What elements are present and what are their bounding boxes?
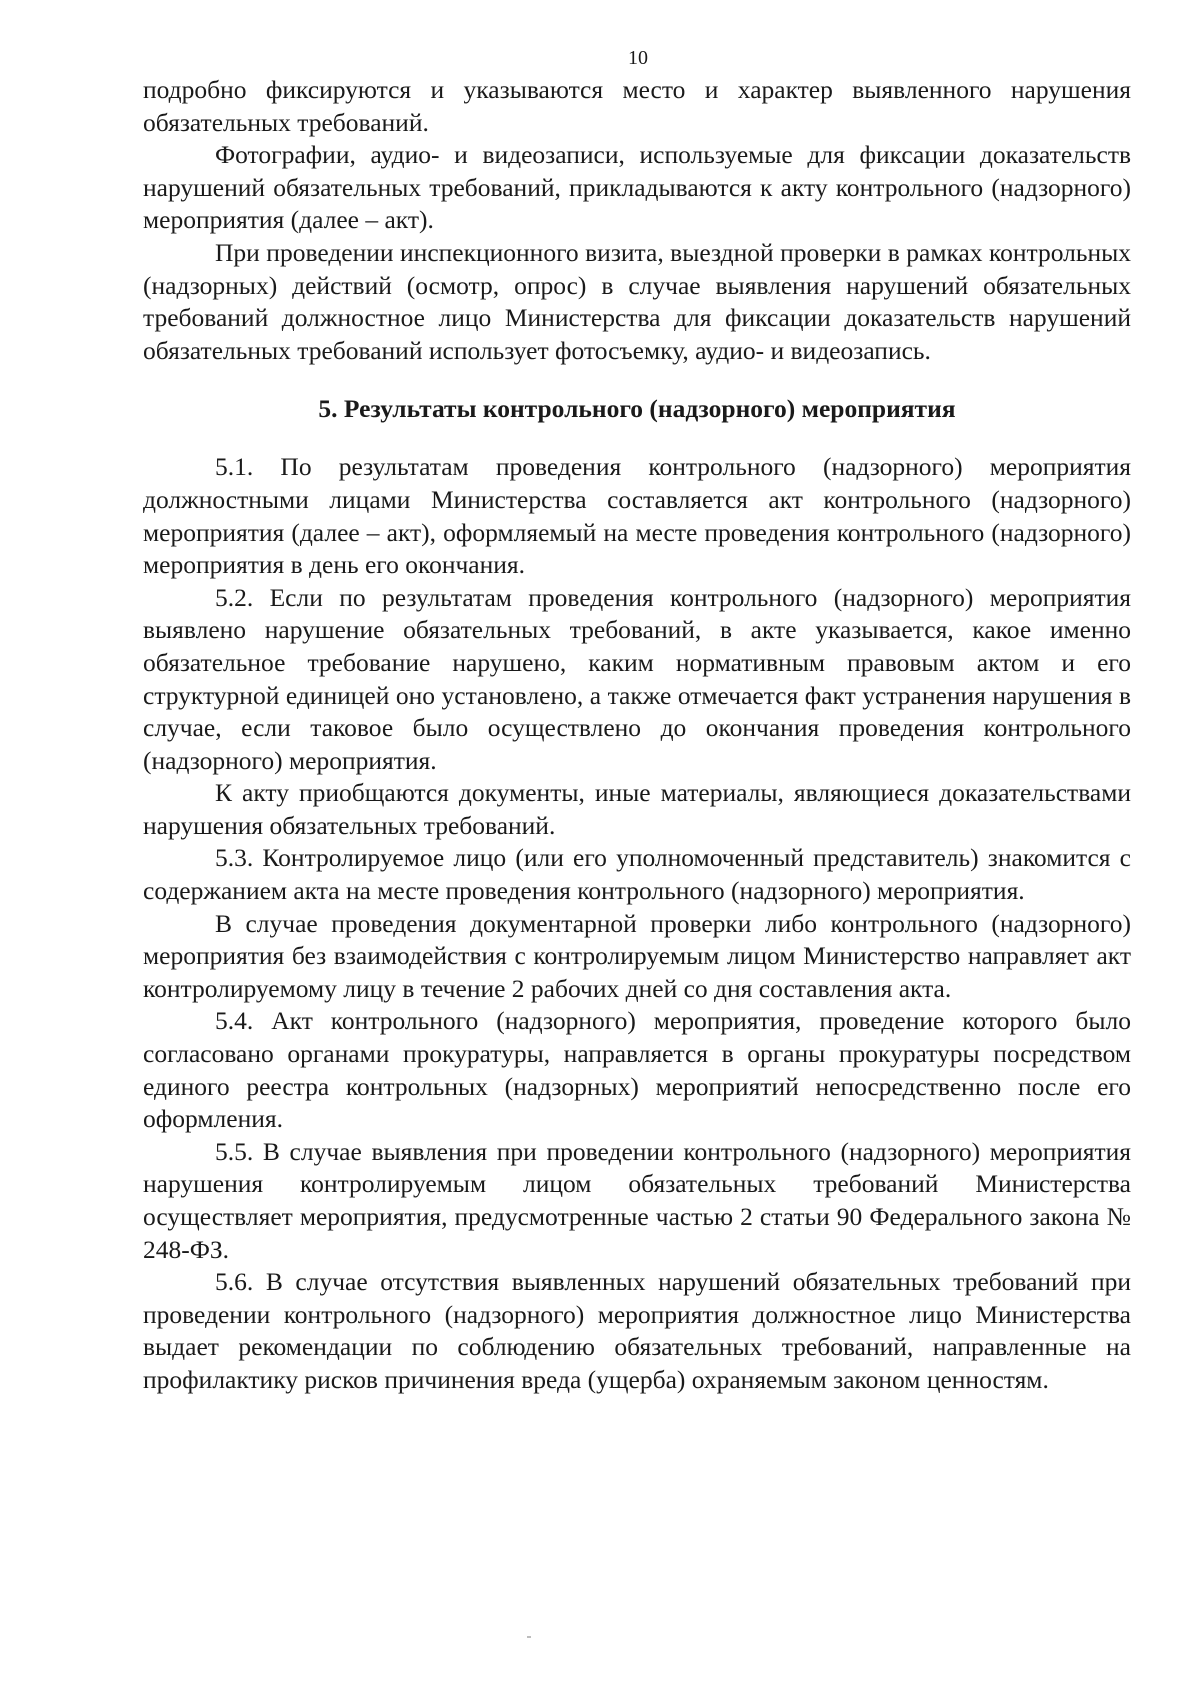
paragraph-5-2-attachments: К акту приобщаются документы, иные материалы, являющиеся доказательствами нарушения обязательных требований. [143, 778, 1131, 840]
document-page [143, 46, 1131, 1397]
page-number: 10 [628, 47, 648, 69]
paragraph-5-2: 5.2. Если по результатам проведения контрольного (надзорного) мероприятия выявлено нарушение обязательных требований, в акте указывается, какое именно обязательное требование нарушено, каким нормативным правовым актом и его структурной единицей оно установлено, а также отмечается факт устранения нарушения в случае, если таковое было осуществлено до окончания проведения контрольного (надзорного) мероприятия. [143, 582, 1131, 775]
paragraph-5-5: 5.5. В случае выявления при проведении контрольного (надзорного) мероприятия нарушения контролируемым лицом обязательных требований Министерства осуществляет мероприятия, предусмотренные частью 2 статьи 90 Федерального закона № 248-ФЗ. [143, 1136, 1131, 1264]
scan-dot-mark [527, 1636, 531, 1638]
intro-paragraph-continuation: подробно фиксируются и указываются место и характер выявленного нарушения обязательных требований. [143, 75, 1131, 137]
paragraph-5-3: 5.3. Контролируемое лицо (или его уполномоченный представитель) знакомится с содержанием акта на месте проведения контрольного (надзорного) мероприятия. [143, 843, 1131, 906]
paragraph-5-1: 5.1. По результатам проведения контрольного (надзорного) мероприятия должностными лицами Министерства составляется акт контрольного (надзорного) мероприятия (далее – акт), оформляемый на месте проведения контрольного (надзорного) мероприятия в день его окончания. [143, 452, 1131, 580]
paragraph-5-4: 5.4. Акт контрольного (надзорного) мероприятия, проведение которого было согласовано органами прокуратуры, направляется в органы прокуратуры посредством единого реестра контрольных (надзорных) мероприятий непосредственно после его оформления. [143, 1006, 1131, 1134]
paragraph-5-3-documentary: В случае проведения документарной проверки либо контрольного (надзорного) мероприятия без взаимодействия с контролируемым лицом Министерство направляет акт контролируемому лицу в течение 2 рабочих дней со дня составления акта. [143, 908, 1131, 1003]
paragraph-5-6: 5.6. В случае отсутствия выявленных нарушений обязательных требований при проведении контрольного (надзорного) мероприятия должностное лицо Министерства выдает рекомендации по соблюдению обязательных требований, направленные на профилактику рисков причинения вреда (ущерба) охраняемым законом ценностям. [143, 1267, 1131, 1394]
intro-paragraph-inspection: При проведении инспекционного визита, выездной проверки в рамках контрольных (надзорных) действий (осмотр, опрос) в случае выявления нарушений обязательных требований должностное лицо Министерства для фиксации доказательств нарушений обязательных требований использует фотосъемку, аудио- и видеозапись. [143, 237, 1131, 365]
intro-paragraph-photos: Фотографии, аудио- и видеозаписи, используемые для фиксации доказательств нарушений обязательных требований, прикладываются к акту контрольного (надзорного) мероприятия (далее – акт). [143, 140, 1131, 235]
section-heading: 5. Результаты контрольного (надзорного) мероприятия [318, 394, 956, 424]
